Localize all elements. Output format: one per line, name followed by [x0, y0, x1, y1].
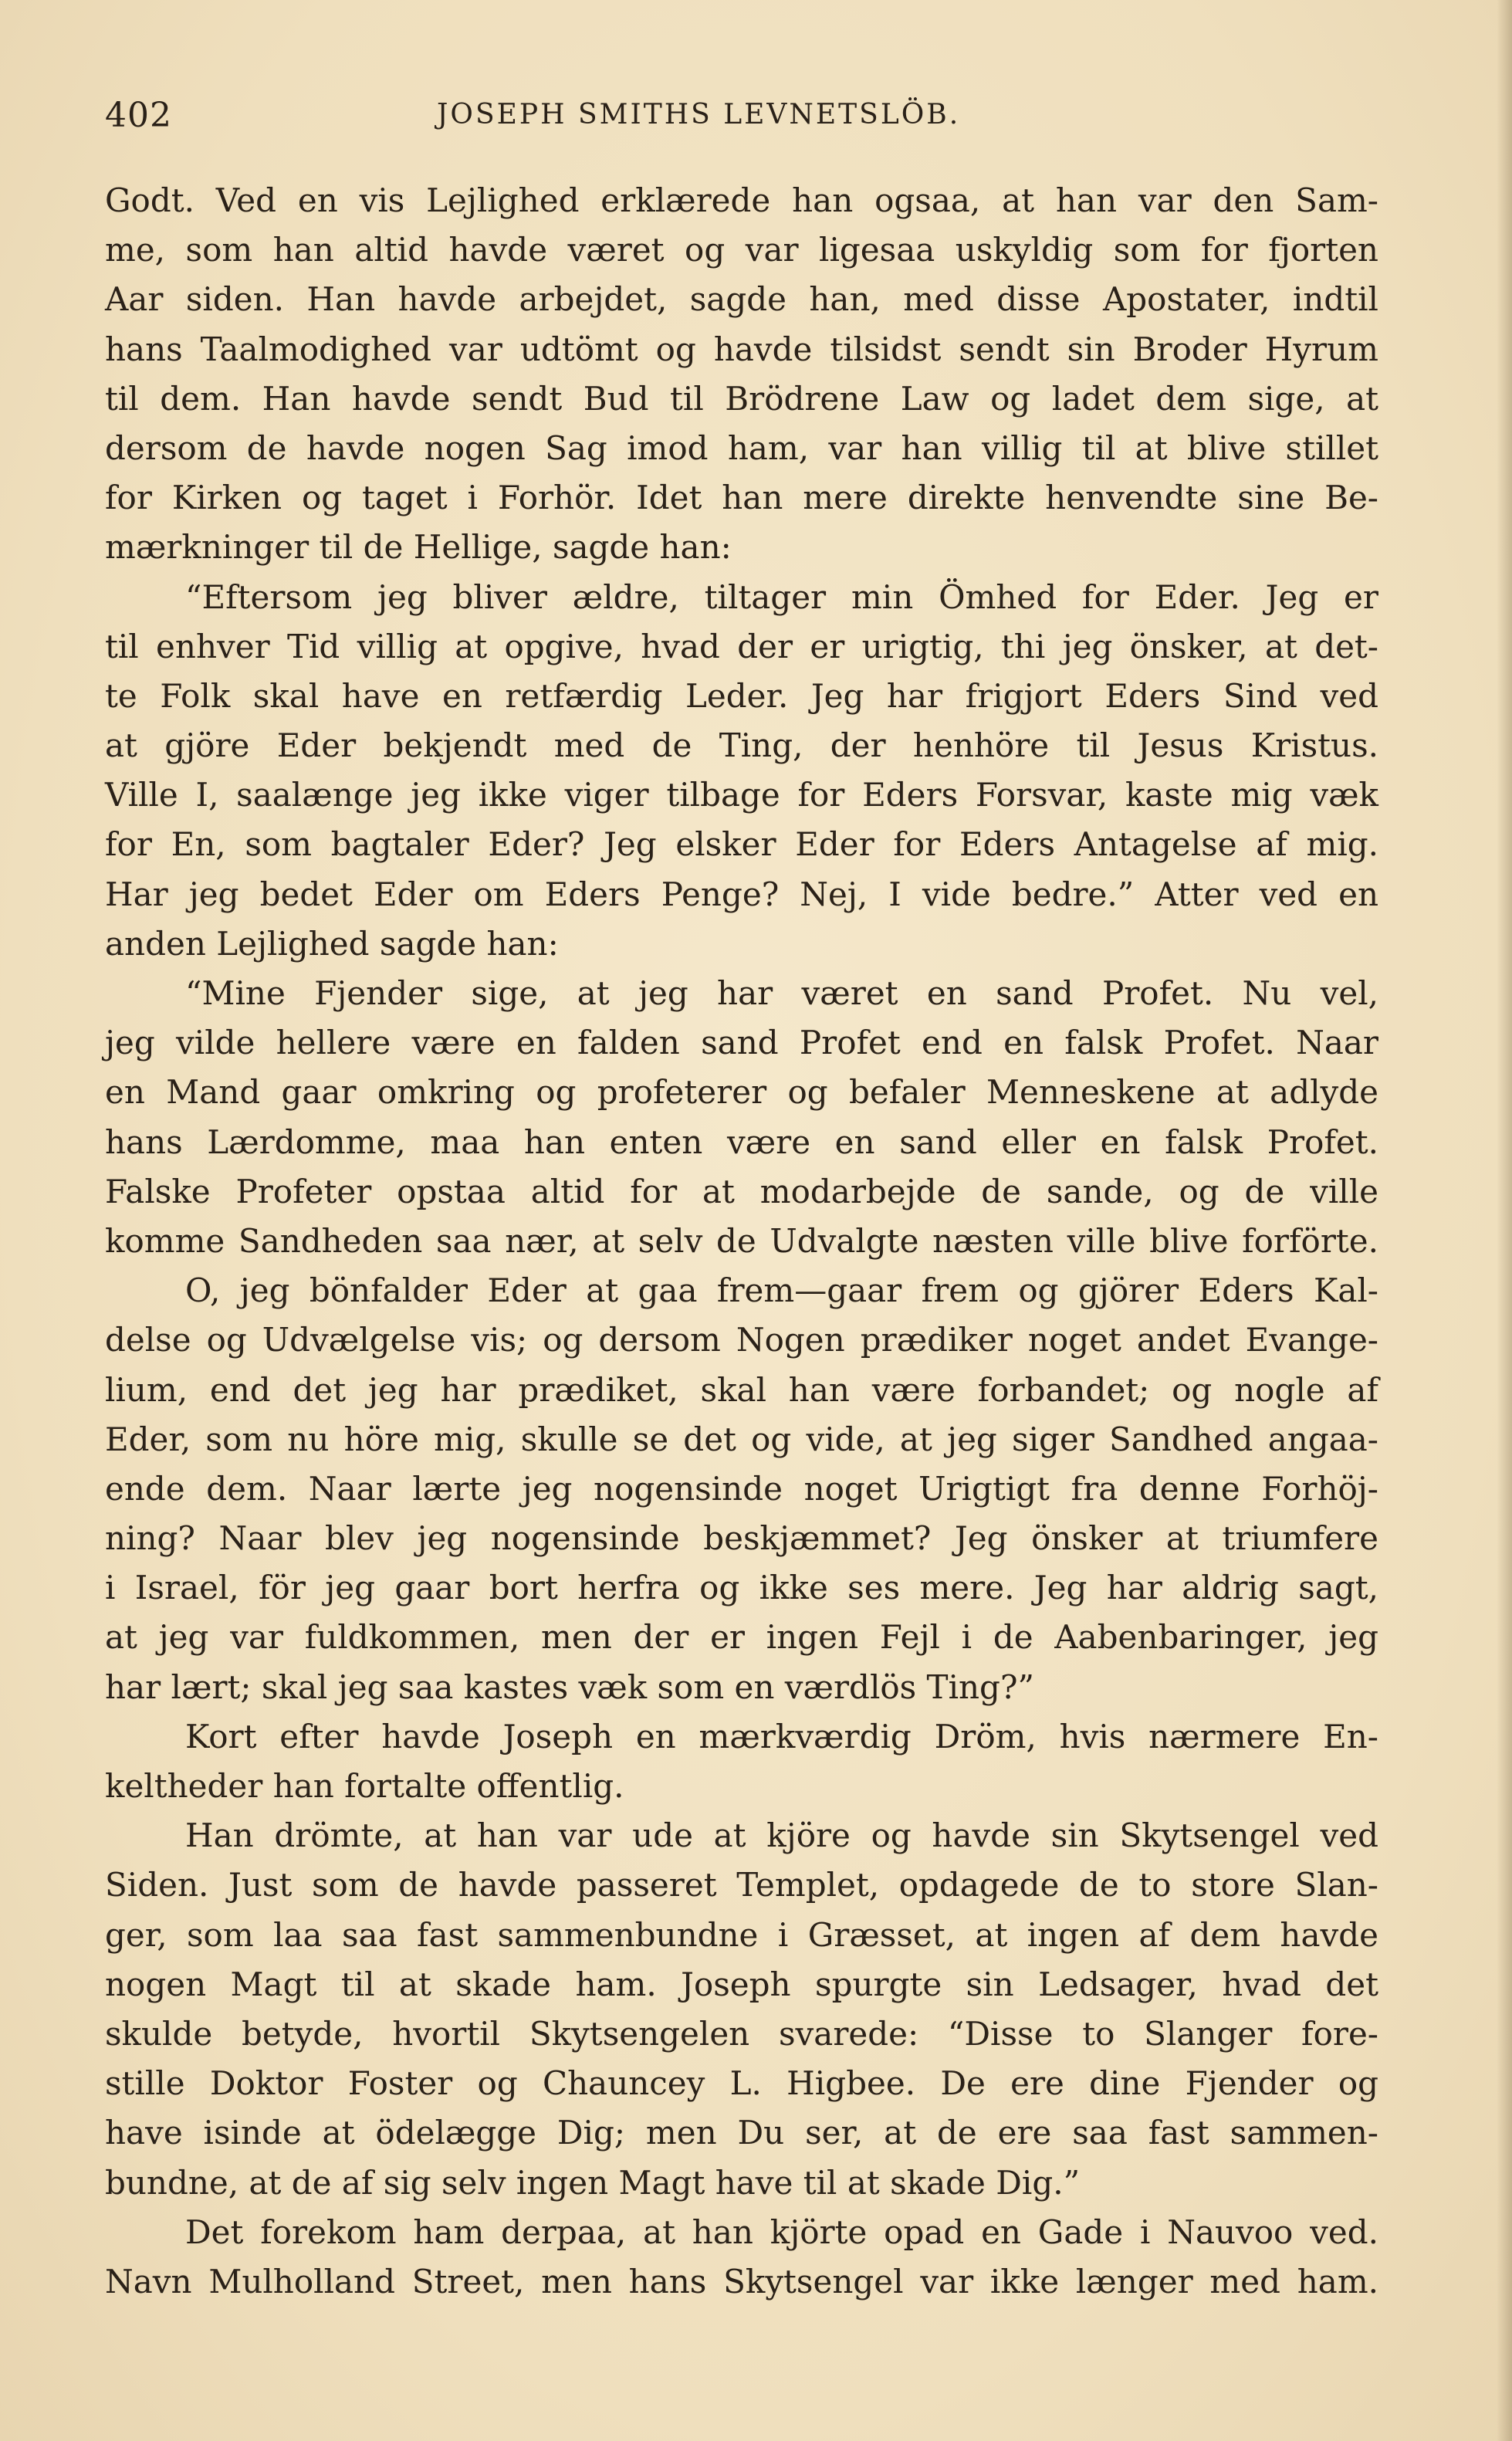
text-line: me, som han altid havde været og var ligesaa uskyldig som for fjorten: [105, 231, 1378, 269]
text-line: ger, som laa saa fast sammenbundne i Græsset, at ingen af dem havde: [105, 1915, 1378, 1954]
text-line: komme Sandheden saa nær, at selv de Udvalgte næsten ville blive forförte.: [105, 1221, 1378, 1260]
text-line: Navn Mulholland Street, men hans Skytsengel var ikke længer med ham.: [105, 2262, 1378, 2300]
text-line: at gjöre Eder bekjendt med de Ting, der henhöre til Jesus Kristus.: [105, 726, 1378, 765]
text-line: Eder, som nu höre mig, skulle se det og vide, at jeg siger Sandhed angaa-: [105, 1420, 1378, 1458]
text-line: Han drömte, at han var ude at kjöre og havde sin Skytsengel ved: [185, 1816, 1378, 1855]
text-line: have isinde at ödelægge Dig; men Du ser, at de ere saa fast sammen-: [105, 2114, 1378, 2152]
text-line: har lært; skal jeg saa kastes væk som en værdlös Ting?”: [105, 1667, 1034, 1706]
text-line: O, jeg bönfalder Eder at gaa frem—gaar frem og gjörer Eders Kal-: [185, 1271, 1378, 1310]
body-text: [105, 176, 1378, 2307]
text-line: Falske Profeter opstaa altid for at modarbejde de sande, og de ville: [105, 1172, 1378, 1210]
text-line: skulde betyde, hvortil Skytsengelen svarede: “Disse to Slanger fore-: [105, 2014, 1378, 2053]
text-line: dersom de havde nogen Sag imod ham, var han villig til at blive stillet: [105, 428, 1378, 467]
text-line: jeg vilde hellere være en falden sand Profet end en falsk Profet. Naar: [105, 1024, 1378, 1062]
text-line: Kort efter havde Joseph en mærkværdig Dröm, hvis nærmere En-: [185, 1717, 1378, 1755]
text-line: ning? Naar blev jeg nogensinde beskjæmmet? Jeg önsker at triumfere: [105, 1519, 1378, 1558]
text-line: “Mine Fjender sige, at jeg har været en sand Profet. Nu vel,: [185, 974, 1378, 1012]
text-line: i Israel, för jeg gaar bort herfra og ikke ses mere. Jeg har aldrig sagt,: [105, 1569, 1378, 1607]
text-line: Siden. Just som de havde passeret Templet, opdagede de to store Slan-: [105, 1866, 1378, 1904]
running-head: [105, 96, 1378, 142]
text-line: Aar siden. Han havde arbejdet, sagde han, med disse Apostater, indtil: [105, 280, 1378, 319]
text-line: at jeg var fuldkommen, men der er ingen Fejl i de Aabenbaringer, jeg: [105, 1618, 1378, 1657]
text-line: ende dem. Naar lærte jeg nogensinde noget Urigtigt fra denne Forhöj-: [105, 1469, 1378, 1508]
text-line: til dem. Han havde sendt Bud til Brödrene Law og ladet dem sige, at: [105, 379, 1378, 418]
page-number: 402: [105, 96, 172, 135]
page-edge-shadow: [1497, 0, 1512, 2441]
text-line: bundne, at de af sig selv ingen Magt have til at skade Dig.”: [105, 2163, 1081, 2202]
text-line: nogen Magt til at skade ham. Joseph spurgte sin Ledsager, hvad det: [105, 1965, 1378, 2003]
text-line: hans Taalmodighed var udtömt og havde tilsidst sendt sin Broder Hyrum: [105, 330, 1378, 368]
text-line: keltheder han fortalte offentlig.: [105, 1767, 624, 1805]
text-line: stille Doktor Foster og Chauncey L. Higbee. De ere dine Fjender og: [105, 2064, 1378, 2103]
text-line: for Kirken og taget i Forhör. Idet han mere direkte henvendte sine Be-: [105, 479, 1378, 517]
text-line: Ville I, saalænge jeg ikke viger tilbage for Eders Forsvar, kaste mig væk: [105, 776, 1378, 814]
running-title: JOSEPH SMITHS LEVNETSLÖB.: [437, 99, 961, 130]
text-line: anden Lejlighed sagde han:: [105, 924, 559, 963]
text-line: Godt. Ved en vis Lejlighed erklærede han ogsaa, at han var den Sam-: [105, 181, 1378, 219]
text-line: hans Lærdomme, maa han enten være en sand eller en falsk Profet.: [105, 1122, 1378, 1161]
text-line: delse og Udvælgelse vis; og dersom Nogen prædiker noget andet Evange-: [105, 1321, 1378, 1359]
text-line: te Folk skal have en retfærdig Leder. Jeg har frigjort Eders Sind ved: [105, 676, 1378, 715]
text-line: en Mand gaar omkring og profeterer og befaler Menneskene at adlyde: [105, 1073, 1378, 1112]
text-line: lium, end det jeg har prædiket, skal han være forbandet; og nogle af: [105, 1370, 1378, 1409]
text-line: for En, som bagtaler Eder? Jeg elsker Eder for Eders Antagelse af mig.: [105, 825, 1378, 864]
text-line: til enhver Tid villig at opgive, hvad der er urigtig, thi jeg önsker, at det-: [105, 627, 1378, 665]
text-line: “Eftersom jeg bliver ældre, tiltager min Ömhed for Eder. Jeg er: [185, 577, 1378, 616]
text-line: Har jeg bedet Eder om Eders Penge? Nej, I vide bedre.” Atter ved en: [105, 875, 1378, 913]
text-line: mærkninger til de Hellige, sagde han:: [105, 528, 732, 567]
text-line: Det forekom ham derpaa, at han kjörte opad en Gade i Nauvoo ved.: [185, 2212, 1378, 2251]
